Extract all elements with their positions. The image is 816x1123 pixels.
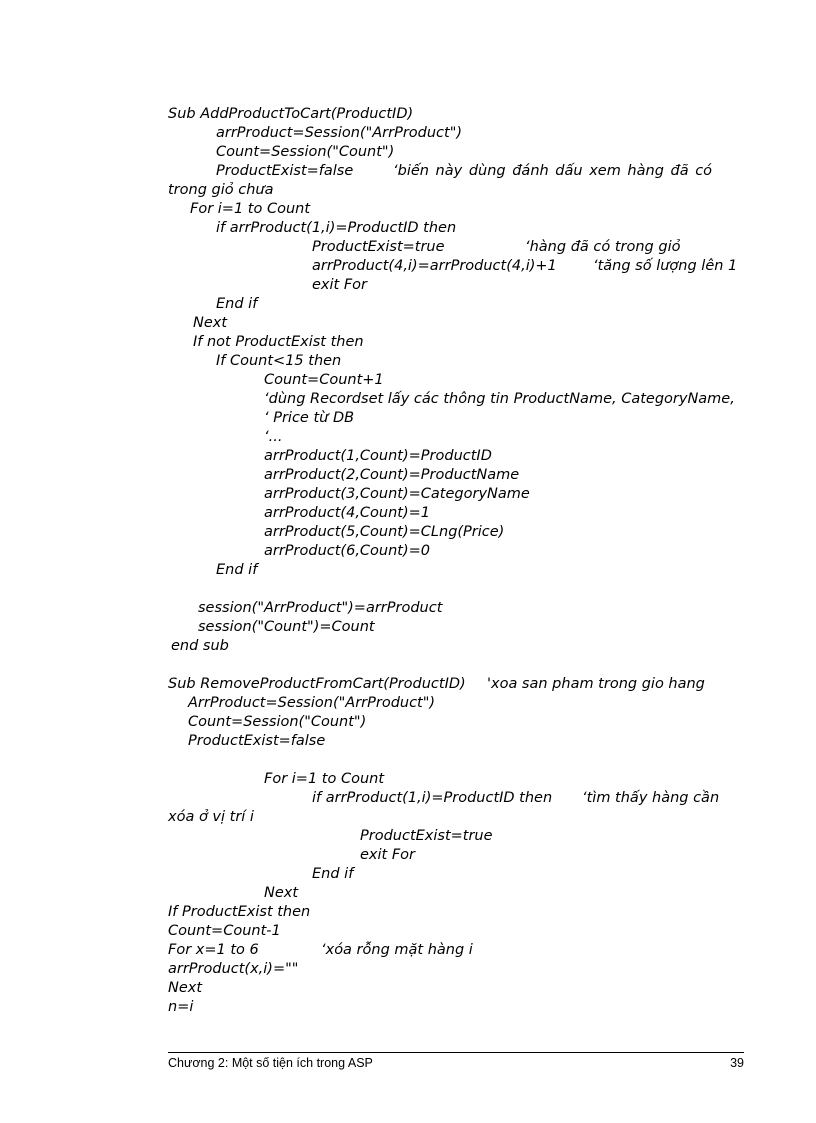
code-comment: 'xoa san pham trong gio hang <box>487 676 705 692</box>
code-comment: ‘biến này dùng đánh dấu xem hàng đã có <box>393 163 713 179</box>
code-comment: xóa ở vị trí i <box>168 809 254 825</box>
code-comment: ‘hàng đã có trong giỏ <box>525 239 681 255</box>
code-comment: ‘... <box>264 429 283 445</box>
code-comment: ‘xóa rỗng mặt hàng i <box>321 942 473 958</box>
code-comment: ‘tìm thấy hàng cần <box>582 790 720 806</box>
footer-divider <box>168 1052 744 1053</box>
footer-page-number: 39 <box>730 1056 744 1070</box>
footer-chapter-title: Chương 2: Một số tiện ích trong ASP <box>168 1056 373 1070</box>
code-comment: ‘tăng số lượng lên 1 <box>593 258 738 274</box>
code-comment: ‘ Price từ DB <box>264 410 355 426</box>
code-comment: ‘dùng Recordset lấy các thông tin ProductName, CategoryName, <box>264 391 735 407</box>
code-line: ProductExist=false ‘biến này dùng đánh dấu xem hàng đã có <box>0 162 816 181</box>
